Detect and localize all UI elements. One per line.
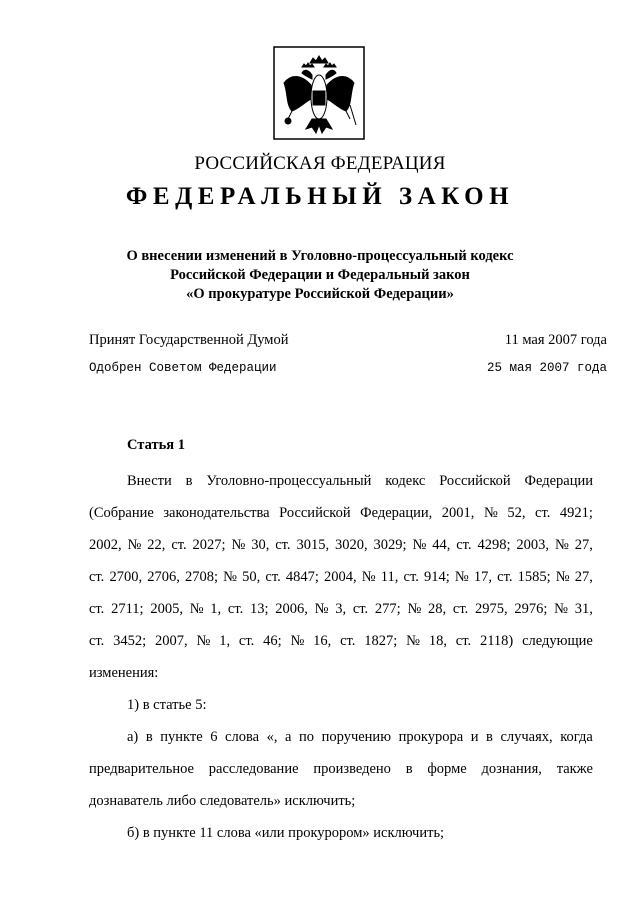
article-word: № bbox=[361, 569, 376, 585]
article-line bbox=[89, 625, 593, 657]
article-word: произведено bbox=[313, 761, 391, 777]
document-type-heading: ФЕДЕРАЛЬНЫЙ ЗАКОН bbox=[125, 183, 515, 210]
article-word: ст. bbox=[455, 633, 472, 649]
article-word: 16, bbox=[313, 633, 332, 649]
article-word: № bbox=[554, 537, 569, 553]
article-word: в bbox=[145, 729, 153, 745]
article-word: 11, bbox=[380, 569, 399, 585]
council-date: 25 мая 2007 года bbox=[486, 361, 607, 375]
article-word: 1, bbox=[219, 633, 231, 649]
article-word: 914; bbox=[423, 569, 450, 585]
article-word: 50, bbox=[242, 569, 261, 585]
article-word: расследование bbox=[208, 761, 299, 777]
article-word: кодекс bbox=[385, 473, 426, 489]
article-word: 3, bbox=[335, 601, 347, 617]
article-word: Российской bbox=[279, 505, 351, 521]
article-line bbox=[89, 593, 593, 625]
article-word: ст. bbox=[89, 569, 105, 585]
article-word: 3452; bbox=[113, 633, 147, 649]
article-word: 2027; bbox=[192, 537, 226, 553]
article-word: и bbox=[470, 729, 479, 745]
article-word: по bbox=[299, 729, 315, 745]
article-word: № bbox=[483, 505, 498, 521]
article-word: 6 bbox=[210, 729, 218, 745]
article-word: также bbox=[556, 761, 593, 777]
article-word: № bbox=[290, 633, 305, 649]
duma-label: Принят Государственной Думой bbox=[89, 332, 289, 348]
article-line: б) в пункте 11 слова «или прокурором» исключить; bbox=[127, 825, 445, 841]
article-word: когда bbox=[560, 729, 593, 745]
article-word: ст. bbox=[403, 569, 419, 585]
article-word: 3029; bbox=[373, 537, 407, 553]
article-word: ст. bbox=[535, 505, 551, 521]
council-approval-row bbox=[89, 361, 607, 375]
article-word: ст. bbox=[452, 601, 469, 617]
article-word: 30, bbox=[251, 537, 270, 553]
article-word: Внести bbox=[127, 473, 172, 489]
article-word: «, bbox=[266, 729, 278, 745]
article-word: 3015, bbox=[296, 537, 330, 553]
article-word: 28, bbox=[428, 601, 447, 617]
article-word: прокурора bbox=[398, 729, 464, 745]
article-word: 1827; bbox=[364, 633, 398, 649]
article-word: поручению bbox=[321, 729, 392, 745]
article-word: а bbox=[285, 729, 292, 745]
article-word: 2708; bbox=[184, 569, 219, 585]
article-word: ст. bbox=[265, 569, 281, 585]
country-heading: РОССИЙСКАЯ ФЕДЕРАЦИЯ bbox=[194, 153, 446, 174]
article-line bbox=[89, 561, 593, 593]
article-word: 31, bbox=[574, 601, 593, 617]
article-word: предварительное bbox=[89, 761, 194, 777]
article-word: ст. bbox=[456, 537, 472, 553]
article-word: следующие bbox=[522, 633, 593, 649]
article-word: законодательства bbox=[163, 505, 270, 521]
article-word: 277; bbox=[374, 601, 401, 617]
article-word: 4298; bbox=[477, 537, 511, 553]
council-label: Одобрен Советом Федерации bbox=[89, 361, 277, 375]
article-word: 2711; bbox=[111, 601, 144, 617]
article-title: Статья 1 bbox=[127, 437, 185, 453]
article-word: 27, bbox=[574, 569, 593, 585]
article-word: Уголовно-процессуальный bbox=[206, 473, 372, 489]
article-word: № bbox=[554, 601, 568, 617]
article-line bbox=[89, 465, 593, 497]
article-word: № bbox=[406, 633, 420, 649]
article-line: дознаватель либо следователь» исключить; bbox=[89, 793, 356, 809]
article-word: дознания, bbox=[481, 761, 542, 777]
article-line bbox=[89, 753, 593, 785]
article-word: Российской bbox=[439, 473, 511, 489]
article-word: № bbox=[127, 537, 142, 553]
subject-line: О внесении изменений в Уголовно-процессуальный кодекс bbox=[126, 248, 514, 264]
article-line: 1) в статье 5: bbox=[127, 697, 207, 713]
article-word: в bbox=[185, 473, 193, 489]
article-body bbox=[89, 465, 593, 849]
article-word: 46; bbox=[263, 633, 282, 649]
article-word: 2700, bbox=[109, 569, 143, 585]
article-word: ст. bbox=[171, 537, 187, 553]
article-word: № bbox=[223, 569, 237, 585]
article-word: Федерации bbox=[524, 473, 593, 489]
article-word: 2976; bbox=[514, 601, 548, 617]
article-word: в bbox=[486, 729, 493, 745]
article-word: 2005, bbox=[150, 601, 183, 617]
law-subject-title bbox=[0, 247, 640, 304]
article-word: ст. bbox=[227, 601, 244, 617]
article-word: случаях, bbox=[500, 729, 553, 745]
article-word: ст. bbox=[89, 601, 105, 617]
article-line: изменения: bbox=[89, 665, 159, 681]
article-word: 2007, bbox=[155, 633, 188, 649]
article-word: слова bbox=[225, 729, 260, 745]
article-word: 1585; bbox=[517, 569, 551, 585]
article-line bbox=[89, 721, 593, 753]
subject-line: «О прокуратуре Российской Федерации» bbox=[186, 286, 454, 302]
article-word: 2003, bbox=[516, 537, 550, 553]
duma-date: 11 мая 2007 года bbox=[504, 332, 607, 348]
article-word: ст. bbox=[352, 601, 369, 617]
article-word: 2002, bbox=[89, 537, 122, 553]
article-word: ст. bbox=[275, 537, 291, 553]
article-word: ст. bbox=[340, 633, 356, 649]
article-word: 4921; bbox=[559, 505, 593, 521]
article-word: 3020, bbox=[335, 537, 368, 553]
article-word: № bbox=[555, 569, 570, 585]
article-word: 2004, bbox=[324, 569, 357, 585]
article-word: ст. bbox=[497, 569, 513, 585]
article-word: 4847; bbox=[285, 569, 319, 585]
article-word: 52, bbox=[507, 505, 526, 521]
article-word: 27, bbox=[574, 537, 593, 553]
article-word: 2975, bbox=[474, 601, 508, 617]
subject-line: Российской Федерации и Федеральный закон bbox=[170, 267, 470, 283]
article-word: ст. bbox=[89, 633, 105, 649]
article-word: Федерации, bbox=[360, 505, 433, 521]
article-word: а) bbox=[127, 729, 139, 745]
article-word: 2006, bbox=[275, 601, 308, 617]
article-word: 44, bbox=[432, 537, 451, 553]
article-word: № bbox=[196, 633, 211, 649]
article-word: ст. bbox=[238, 633, 255, 649]
article-word: 2118) bbox=[479, 633, 514, 649]
article-word: 17, bbox=[473, 569, 492, 585]
article-word: 22, bbox=[147, 537, 166, 553]
article-word: 13; bbox=[249, 601, 269, 617]
article-word: № bbox=[189, 601, 204, 617]
article-word: № bbox=[407, 601, 422, 617]
article-word: 18, bbox=[428, 633, 447, 649]
article-word: 2706, bbox=[147, 569, 180, 585]
article-word: форме bbox=[427, 761, 467, 777]
article-word: 2001, bbox=[441, 505, 475, 521]
article-word: в bbox=[405, 761, 413, 777]
article-word: 1, bbox=[210, 601, 222, 617]
article-word: № bbox=[231, 537, 246, 553]
article-line bbox=[89, 497, 593, 529]
article-line bbox=[89, 529, 593, 561]
article-word: № bbox=[454, 569, 469, 585]
duma-adoption-row bbox=[89, 332, 607, 349]
article-word: № bbox=[314, 601, 329, 617]
coat-of-arms-emblem bbox=[272, 45, 366, 141]
article-word: № bbox=[412, 537, 427, 553]
article-word: (Собрание bbox=[89, 505, 154, 521]
article-word: пункте bbox=[160, 729, 203, 745]
